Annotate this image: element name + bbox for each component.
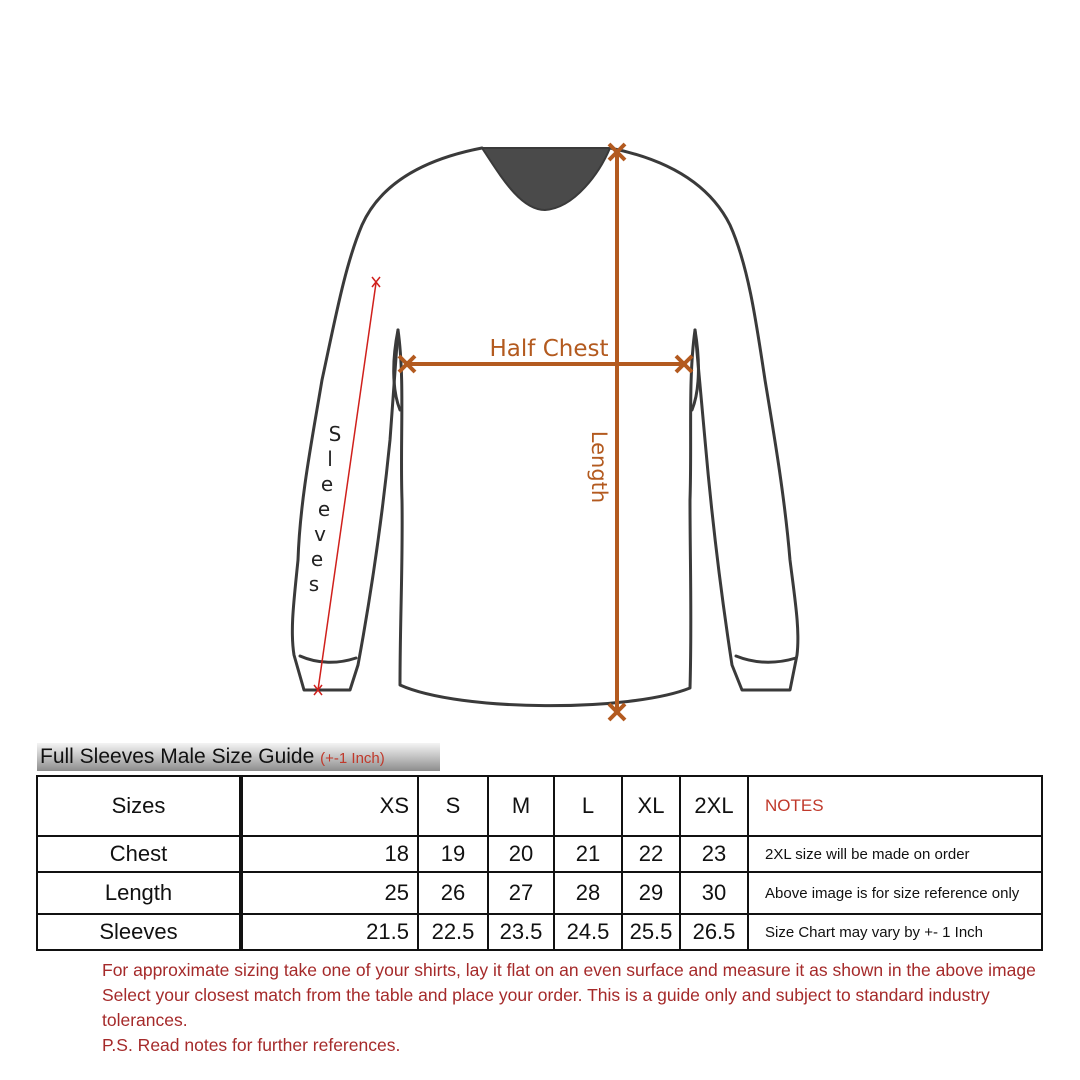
sizing-instructions-text: For approximate sizing take one of your shirts, lay it flat on an even surface and measure it as shown in the above image Select your closest match from the table and place your order. This is a guide only and subject to standard industry tolerances. [102,960,1036,1030]
shirt-collar [482,148,610,210]
size-guide-tolerance: (+-1 Inch) [320,750,385,767]
shirt-outline [292,148,798,706]
note-cell: Size Chart may vary by +- 1 Inch [748,914,1042,950]
table-cell: 23.5 [488,914,554,950]
table-cell: 22 [622,836,680,872]
notes-header: NOTES [748,776,1042,836]
table-row [37,872,1042,914]
size-guide-title-bar [37,743,440,771]
table-cell: 22.5 [418,914,488,950]
note-cell: Above image is for size reference only [748,872,1042,914]
table-cell: 30 [680,872,748,914]
table-cell: 23 [680,836,748,872]
table-cell: 27 [488,872,554,914]
sleeves-letter: S [328,422,342,446]
table-cell: 26 [418,872,488,914]
size-header-row [37,776,1042,836]
ps-note: P.S. Read notes for further references. [102,1035,401,1055]
table-cell: 20 [488,836,554,872]
size-xl: XL [622,776,680,836]
table-cell: 29 [622,872,680,914]
size-s: S [418,776,488,836]
sleeves-letter: s [308,572,320,596]
size-guide-title-text: Full Sleeves Male Size Guide [40,745,315,768]
table-cell: 21 [554,836,622,872]
length-label: Length [587,430,611,504]
row-label-sleeves: Sleeves [37,914,241,950]
row-label-chest: Chest [37,836,241,872]
table-cell: 25.5 [622,914,680,950]
table-cell: 24.5 [554,914,622,950]
sizes-header: Sizes [37,776,241,836]
size-m: M [488,776,554,836]
table-row [37,836,1042,872]
size-l: L [554,776,622,836]
table-cell: 28 [554,872,622,914]
note-cell: 2XL size will be made on order [748,836,1042,872]
row-label-length: Length [37,872,241,914]
table-cell: 18 [241,836,418,872]
half-chest-label: Half Chest [489,336,609,362]
sizing-instructions [102,958,1062,1058]
size-xs: XS [241,776,418,836]
table-cell: 26.5 [680,914,748,950]
sleeves-letter: l [327,447,333,471]
sleeves-letter: e [310,547,324,571]
size-guide-title [40,745,385,769]
table-cell: 25 [241,872,418,914]
table-row [37,914,1042,950]
table-cell: 19 [418,836,488,872]
sleeves-letter: v [314,522,326,546]
sleeves-letter: e [320,472,334,496]
sleeves-letter: e [317,497,331,521]
size-2xl: 2XL [680,776,748,836]
size-chart-table [36,775,1043,951]
table-cell: 21.5 [241,914,418,950]
sleeves-label [309,422,342,596]
